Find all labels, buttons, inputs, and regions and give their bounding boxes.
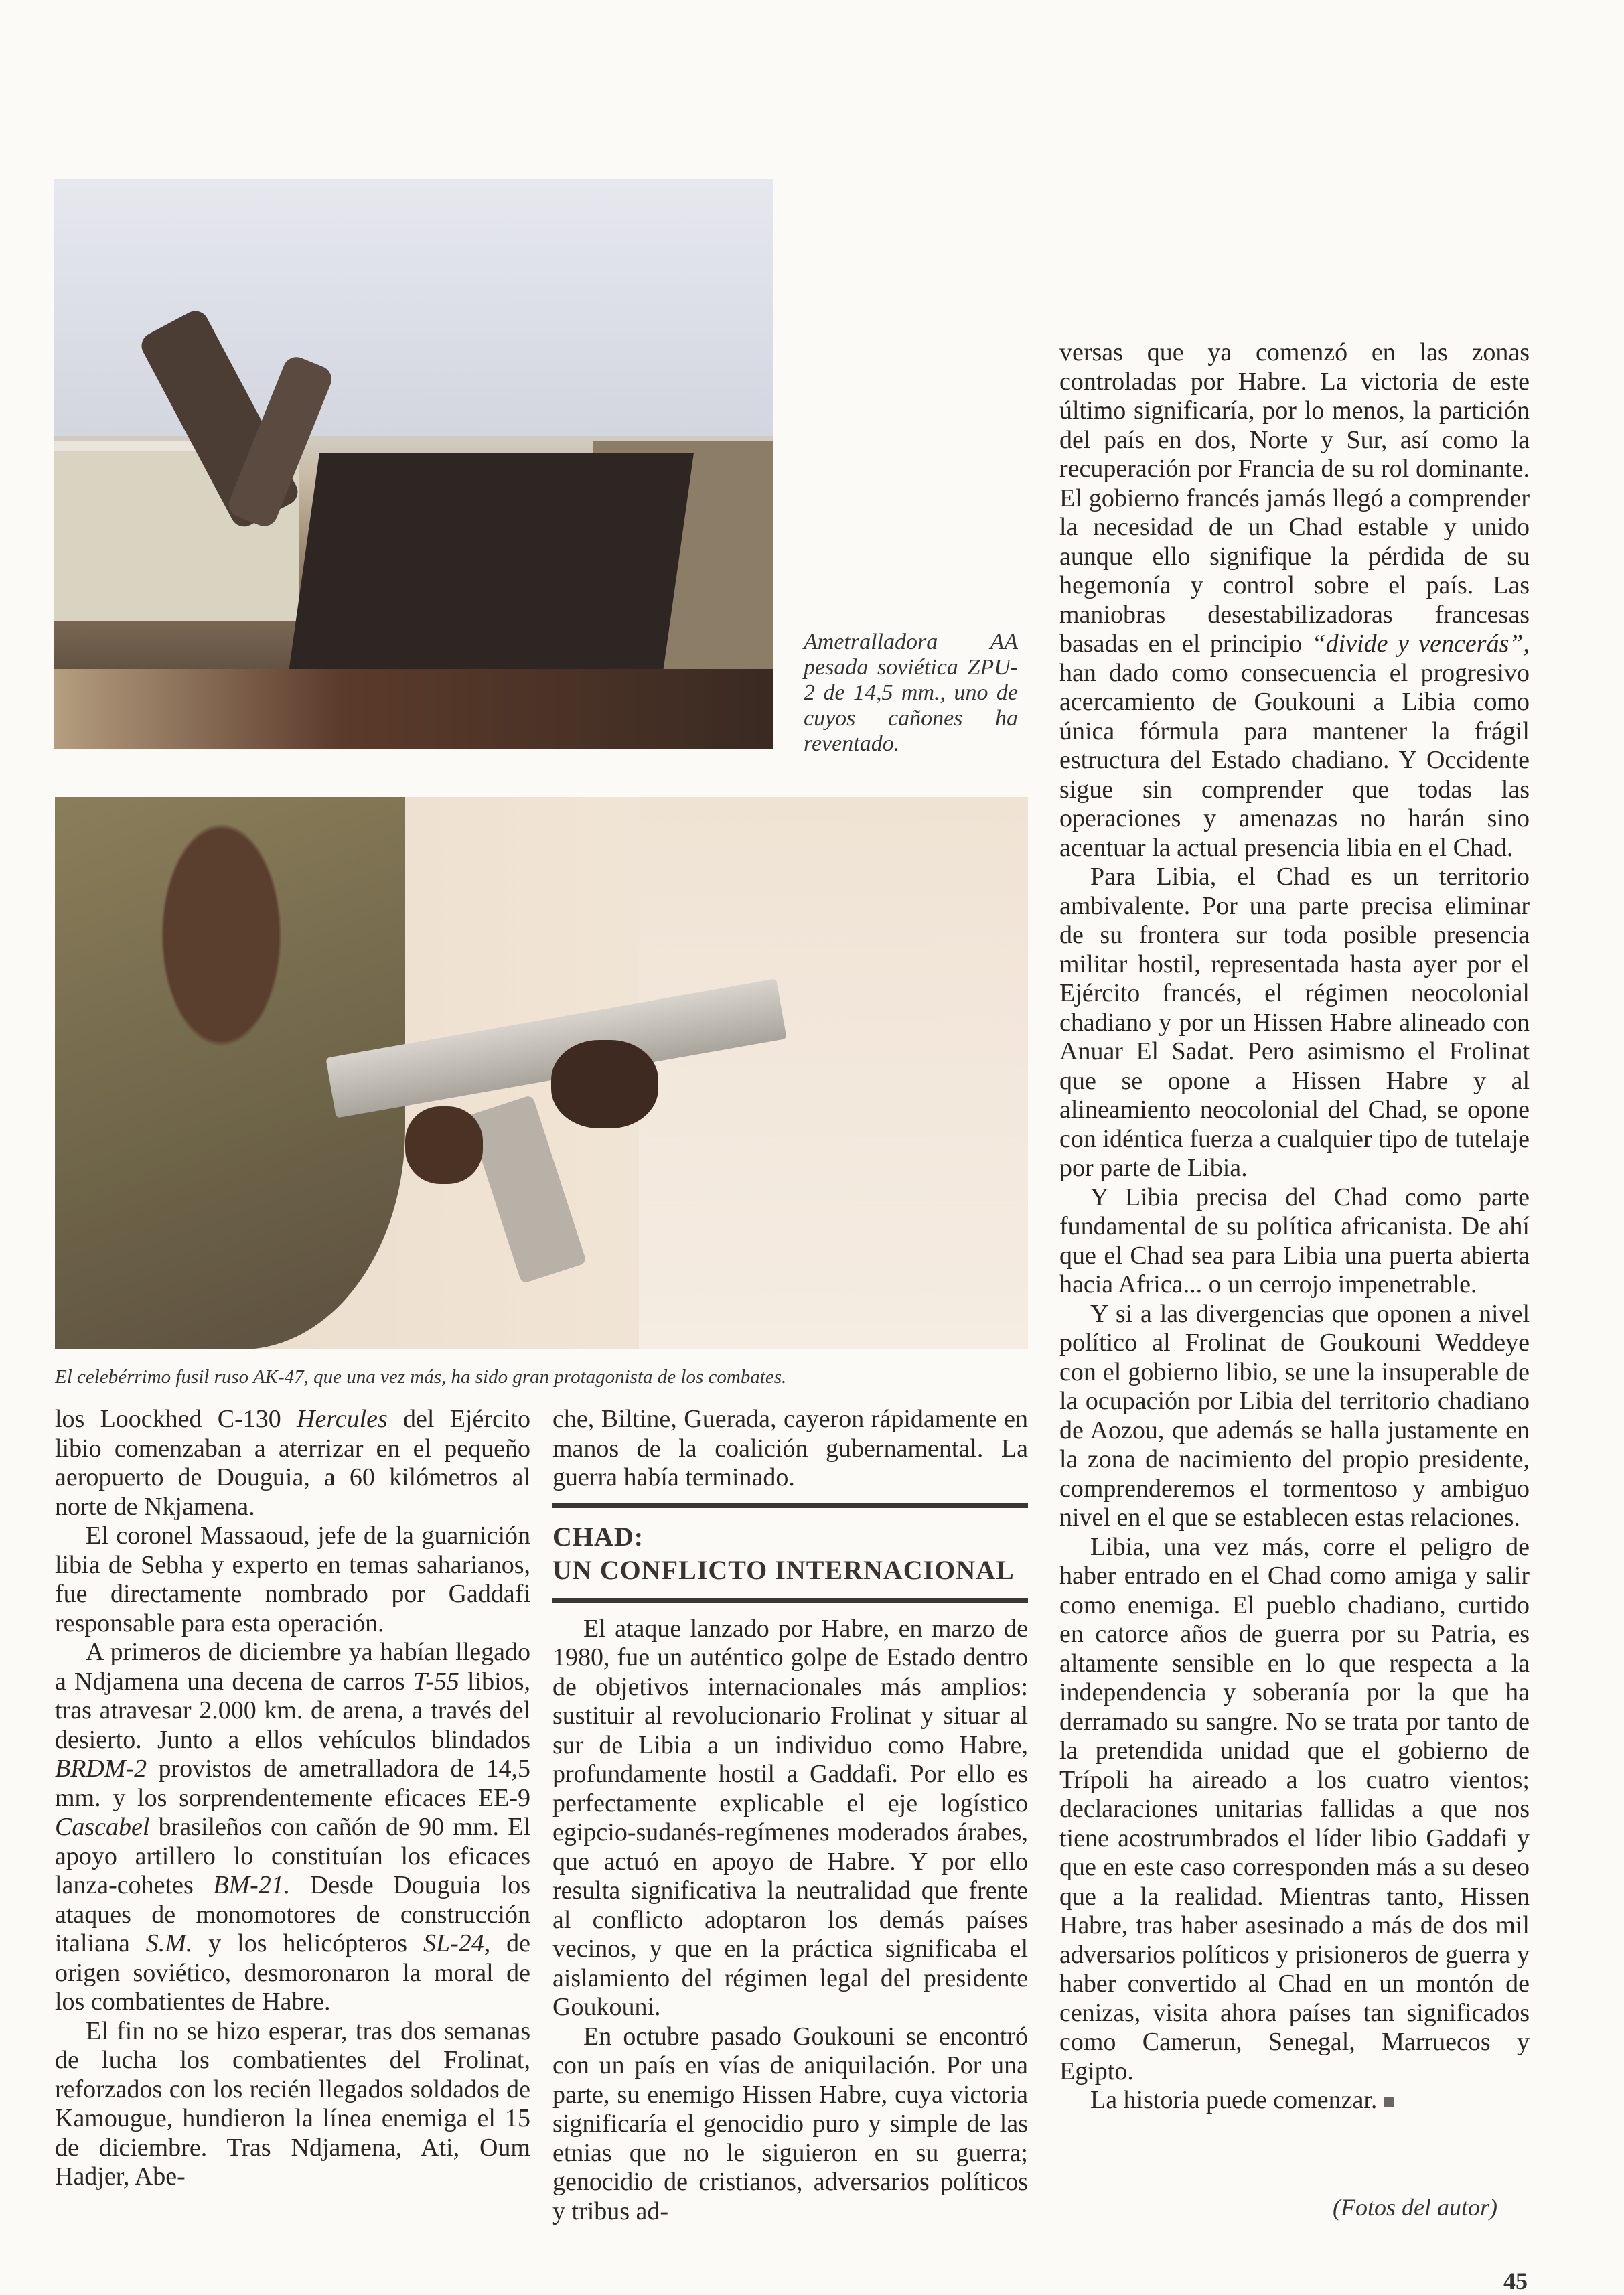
photo-ak47-soldier xyxy=(55,797,1028,1349)
paragraph: El fin no se hizo esperar, tras dos semanas de lucha los combatientes del Frolinat, reforzados con los recién llegados soldados de Kamougue, hundieron la línea enemiga el 15 de diciembre. Tras Ndjamena, Ati, Oum Hadjer, Abe- xyxy=(55,2016,530,2191)
photo-credits: (Fotos del autor) xyxy=(1333,2194,1497,2221)
photo-sky xyxy=(54,179,773,436)
photo-hand xyxy=(551,1040,658,1128)
paragraph: En octubre pasado Goukouni se encontró con un país en vías de aniquilación. Por una parte, su enemigo Hissen Habre, cuya victoria significaría el genocidio puro y simple de las etnias que no le siguieron en su guerra; genocidio de cristianos, adversarios políticos y tribus ad- xyxy=(552,2022,1028,2225)
photo-caption-top: Ametralladora AA pesada soviética ZPU-2 de 14,5 mm., uno de cuyos cañones ha reventado. xyxy=(804,630,1018,756)
section-heading xyxy=(552,1520,1028,1587)
section-divider xyxy=(552,1503,1028,1508)
section-divider xyxy=(552,1598,1028,1603)
photo-wall xyxy=(639,797,1028,1349)
section-heading-line: UN CONFLICTO INTERNACIONAL xyxy=(552,1554,1015,1585)
end-of-article-square-icon xyxy=(1384,2097,1394,2107)
italic-term: S.M. xyxy=(145,1929,193,1957)
italic-term: BM-21. xyxy=(213,1871,291,1899)
article-column-right xyxy=(1059,338,1530,2116)
paragraph: versas que ya comenzó en las zonas controladas por Habre. La victoria de este último significaría, por lo menos, la partición del país en dos, Norte y Sur, así como la recuperación por Francia de su rol dominante. El gobierno francés jamás llegó a comprender la necesidad de un Chad estable y unido aunque ello signifique la pérdida de su hegemonía y control sobre el país. Las maniobras desestabilizadoras francesas basadas en el principio “divide y vencerás”, han dado como consecuencia el progresivo acercamiento de Goukouni a Libia como única fórmula para mantener la frágil estructura del Estado chadiano. Y Occidente sigue sin comprender que todas las operaciones y amenazas no harán sino acentuar la actual presencia libia en el Chad. xyxy=(1059,338,1530,862)
paragraph: El coronel Massaoud, jefe de la guarnición libia de Sebha y experto en temas saharianos, fue directamente nombrado por Gaddafi responsable para esta operación. xyxy=(55,1522,530,1637)
italic-term: Cascabel xyxy=(55,1813,150,1841)
paragraph: El ataque lanzado por Habre, en marzo de 1980, fue un auténtico golpe de Estado dentro de objetivos internacionales más amplios: sustituir al revolucionario Frolinat y situar al sur de Libia a un individuo como Habre, profundamente hostil a Gaddafi. Por ello es perfectamente explicable el eje logístico egipcio-sudanés-regímenes moderados árabes, que actuó en apoyo de Habre. Y por ello resulta significativa la neutralidad que frente al conflicto adoptaron los demás países vecinos, y que en la práctica significaba el aislamiento del régimen legal del presidente Goukouni. xyxy=(552,1614,1028,2021)
italic-term: SL-24, xyxy=(423,1929,491,1957)
article-column-middle xyxy=(552,1405,1028,2226)
photo-ground xyxy=(54,669,773,749)
italic-term: T-55 xyxy=(413,1667,459,1696)
italic-term: Hercules xyxy=(297,1405,388,1433)
italic-term: “divide y vencerás” xyxy=(1311,630,1524,658)
section-heading-line: CHAD: xyxy=(552,1521,644,1552)
final-sentence: La historia puede comenzar. xyxy=(1090,2086,1378,2114)
paragraph-final xyxy=(1059,2086,1530,2116)
paragraph: Y Libia precisa del Chad como parte fundamental de su política africanista. De ahí que el Chad sea para Libia una puerta abierta hacia Africa... o un cerrojo impenetrable. xyxy=(1059,1183,1530,1299)
paragraph: los Loockhed C-130 Hercules del Ejército libio comenzaban a aterrizar en el pequeño aeropuerto de Douguia, a 60 kilómetros al norte de Nkjamena. xyxy=(55,1405,530,1521)
paragraph: Y si a las divergencias que oponen a nivel político al Frolinat de Goukouni Weddeye con el gobierno libio, se une la insuperable de la ocupación por Libia del territorio chadiano de Aozou, que además se halla justamente en la zona de nacimiento del propio presidente, comprenderemos el tormentoso y ambiguo nivel en el que se establecen estas relaciones. xyxy=(1059,1299,1530,1532)
paragraph: A primeros de diciembre ya habían llegado a Ndjamena una decena de carros T-55 libios, tras atravesar 2.000 km. de arena, a través del desierto. Junto a ellos vehículos blindados BRDM-2 provistos de ametralladora de 14,5 mm. y los sorprendentemente eficaces EE-9 Cascabel brasileños con cañón de 90 mm. El apoyo artillero lo constituían los eficaces lanza-cohetes BM-21. Desde Douguia los ataques de monomotores de construcción italiana S.M. y los helicópteros SL-24, de origen soviético, desmoronaron la moral de los combatientes de Habre. xyxy=(55,1638,530,2016)
paragraph: Libia, una vez más, corre el peligro de haber entrado en el Chad como amiga y salir como enemiga. El pueblo chadiano, curtido en catorce años de guerra por su Patria, es altamente sensible en lo que respecta a la independencia y soberanía por la que ha derramado su sangre. No se trata por tanto de la pretendida unidad que el gobierno de Trípoli ha aireado a los cuatro vientos; declaraciones unitarias fallidas a que nos tiene acostrumbrados el líder libio Gaddafi y que en este caso corresponden más a su deseo que a la realidad. Mientras tanto, Hissen Habre, tras haber asesinado a más de dos mil adversarios políticos y prisioneros de guerra y haber convertido al Chad en un montón de cenizas, visita ahora países tan significados como Camerun, Senegal, Marruecos y Egipto. xyxy=(1059,1532,1530,2085)
article-column-left xyxy=(55,1405,530,2192)
photo-zpu2-antiaircraft-gun xyxy=(54,179,773,749)
paragraph: Para Libia, el Chad es un territorio ambivalente. Por una parte precisa eliminar de su frontera sur toda posible presencia militar hostil, representada hasta ayer por el Ejército francés, el régimen neocolonial chadiano y por un Hissen Habre alineado con Anuar El Sadat. Pero asimismo el Frolinat que se opone a Hissen Habre y al alineamiento neocolonial del Chad, se opone con idéntica fuerza a cualquier tipo de tutelaje por parte de Libia. xyxy=(1059,863,1530,1182)
page-number: 45 xyxy=(1503,2268,1528,2294)
photo-caption-bottom: El celebérrimo fusil ruso AK-47, que una vez más, ha sido gran protagonista de los combates. xyxy=(55,1366,787,1388)
italic-term: BRDM-2 xyxy=(55,1755,147,1783)
photo-hand xyxy=(405,1106,483,1184)
photo-magazine xyxy=(467,1094,587,1284)
paragraph: che, Biltine, Guerada, cayeron rápidamente en manos de la coalición gubernamental. La guerra había terminado. xyxy=(552,1405,1028,1491)
